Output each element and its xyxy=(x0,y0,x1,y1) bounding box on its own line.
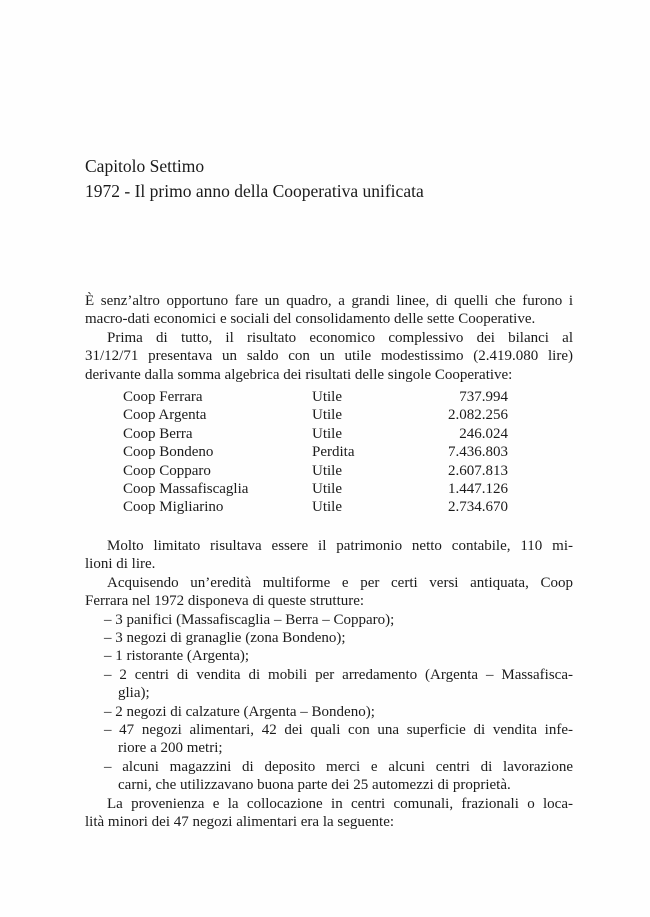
coop-name-cell: Coop Migliarino xyxy=(123,499,224,516)
coop-name-cell: Coop Argenta xyxy=(123,407,207,424)
text-line: lioni di lire. xyxy=(85,556,156,573)
amount-cell: 246.024 xyxy=(459,425,508,442)
amount-cell: 2.082.256 xyxy=(448,407,508,424)
amount-cell: 7.436.803 xyxy=(448,444,508,461)
list-item-line: – 3 panifici (Massafiscaglia – Berra – Copparo); xyxy=(104,611,395,628)
list-item-line: – 47 negozi alimentari, 42 dei quali con una superficie di vendita infe- xyxy=(104,721,573,738)
text-line: Prima di tutto, il risultato economico complessivo dei bilanci al xyxy=(107,329,573,346)
result-type-cell: Utile xyxy=(312,425,342,442)
body-text xyxy=(85,292,573,831)
result-type-cell: Utile xyxy=(312,407,342,424)
results-table-row xyxy=(85,443,573,461)
text-line: Ferrara nel 1972 disponeva di queste strutture: xyxy=(85,593,365,610)
amount-cell: 2.734.670 xyxy=(448,499,508,516)
list-item-line: – 3 negozi di granaglie (zona Bondeno); xyxy=(104,629,346,646)
text-line: È senz’altro opportuno fare un quadro, a grandi linee, di quelli che furono i xyxy=(85,293,573,309)
list-item-line: carni, che utilizzavano buona parte dei 25 automezzi di proprietà. xyxy=(118,777,511,794)
text-line: La provenienza e la collocazione in centri comunali, frazionali o loca- xyxy=(107,795,573,812)
coop-name-cell: Coop Berra xyxy=(123,425,193,442)
text-line: 31/12/71 presentava un saldo con un utile modestissimo (2.419.080 lire) xyxy=(85,348,573,365)
coop-name-cell: Coop Bondeno xyxy=(123,444,214,461)
amount-cell: 2.607.813 xyxy=(448,462,508,479)
chapter-title: Capitolo Settimo xyxy=(85,156,205,176)
text-line: Acquisendo un’eredità multiforme e per certi versi antiquata, Coop xyxy=(107,574,573,591)
list-item-line: – 1 ristorante (Argenta); xyxy=(104,648,250,665)
results-table-row xyxy=(85,498,573,516)
text-line: lità minori dei 47 negozi alimentari era la seguente: xyxy=(85,813,395,830)
amount-cell: 737.994 xyxy=(459,389,508,406)
text-line: derivante dalla somma algebrica dei risultati delle singole Cooperative: xyxy=(85,366,513,383)
text-line: Molto limitato risultava essere il patrimonio netto contabile, 110 mi- xyxy=(107,537,573,554)
results-table-row xyxy=(85,406,573,424)
coop-name-cell: Coop Massafiscaglia xyxy=(123,481,249,498)
coop-name-cell: Coop Ferrara xyxy=(123,389,203,406)
results-table-row xyxy=(85,388,573,406)
text-line: macro-dati economici e sociali del consolidamento delle sette Cooperative. xyxy=(85,311,536,328)
result-type-cell: Utile xyxy=(312,481,342,498)
chapter-heading xyxy=(85,154,424,204)
results-table xyxy=(85,388,573,517)
amount-cell: 1.447.126 xyxy=(448,481,508,498)
list-item-line: glia); xyxy=(118,685,150,702)
coop-name-cell: Coop Copparo xyxy=(123,462,211,479)
results-table-row xyxy=(85,462,573,480)
chapter-subtitle: 1972 - Il primo anno della Cooperativa unificata xyxy=(85,181,424,201)
result-type-cell: Utile xyxy=(312,499,342,516)
list-item-line: – 2 negozi di calzature (Argenta – Bondeno); xyxy=(104,703,375,720)
result-type-cell: Perdita xyxy=(312,444,355,461)
list-item-line: riore a 200 metri; xyxy=(118,740,223,757)
results-table-row xyxy=(85,425,573,443)
list-item-line: – alcuni magazzini di deposito merci e alcuni centri di lavorazione xyxy=(104,758,573,775)
results-table-row xyxy=(85,480,573,498)
list-item-line: – 2 centri di vendita di mobili per arredamento (Argenta – Massafisca- xyxy=(104,666,573,683)
result-type-cell: Utile xyxy=(312,462,342,479)
result-type-cell: Utile xyxy=(312,389,342,406)
